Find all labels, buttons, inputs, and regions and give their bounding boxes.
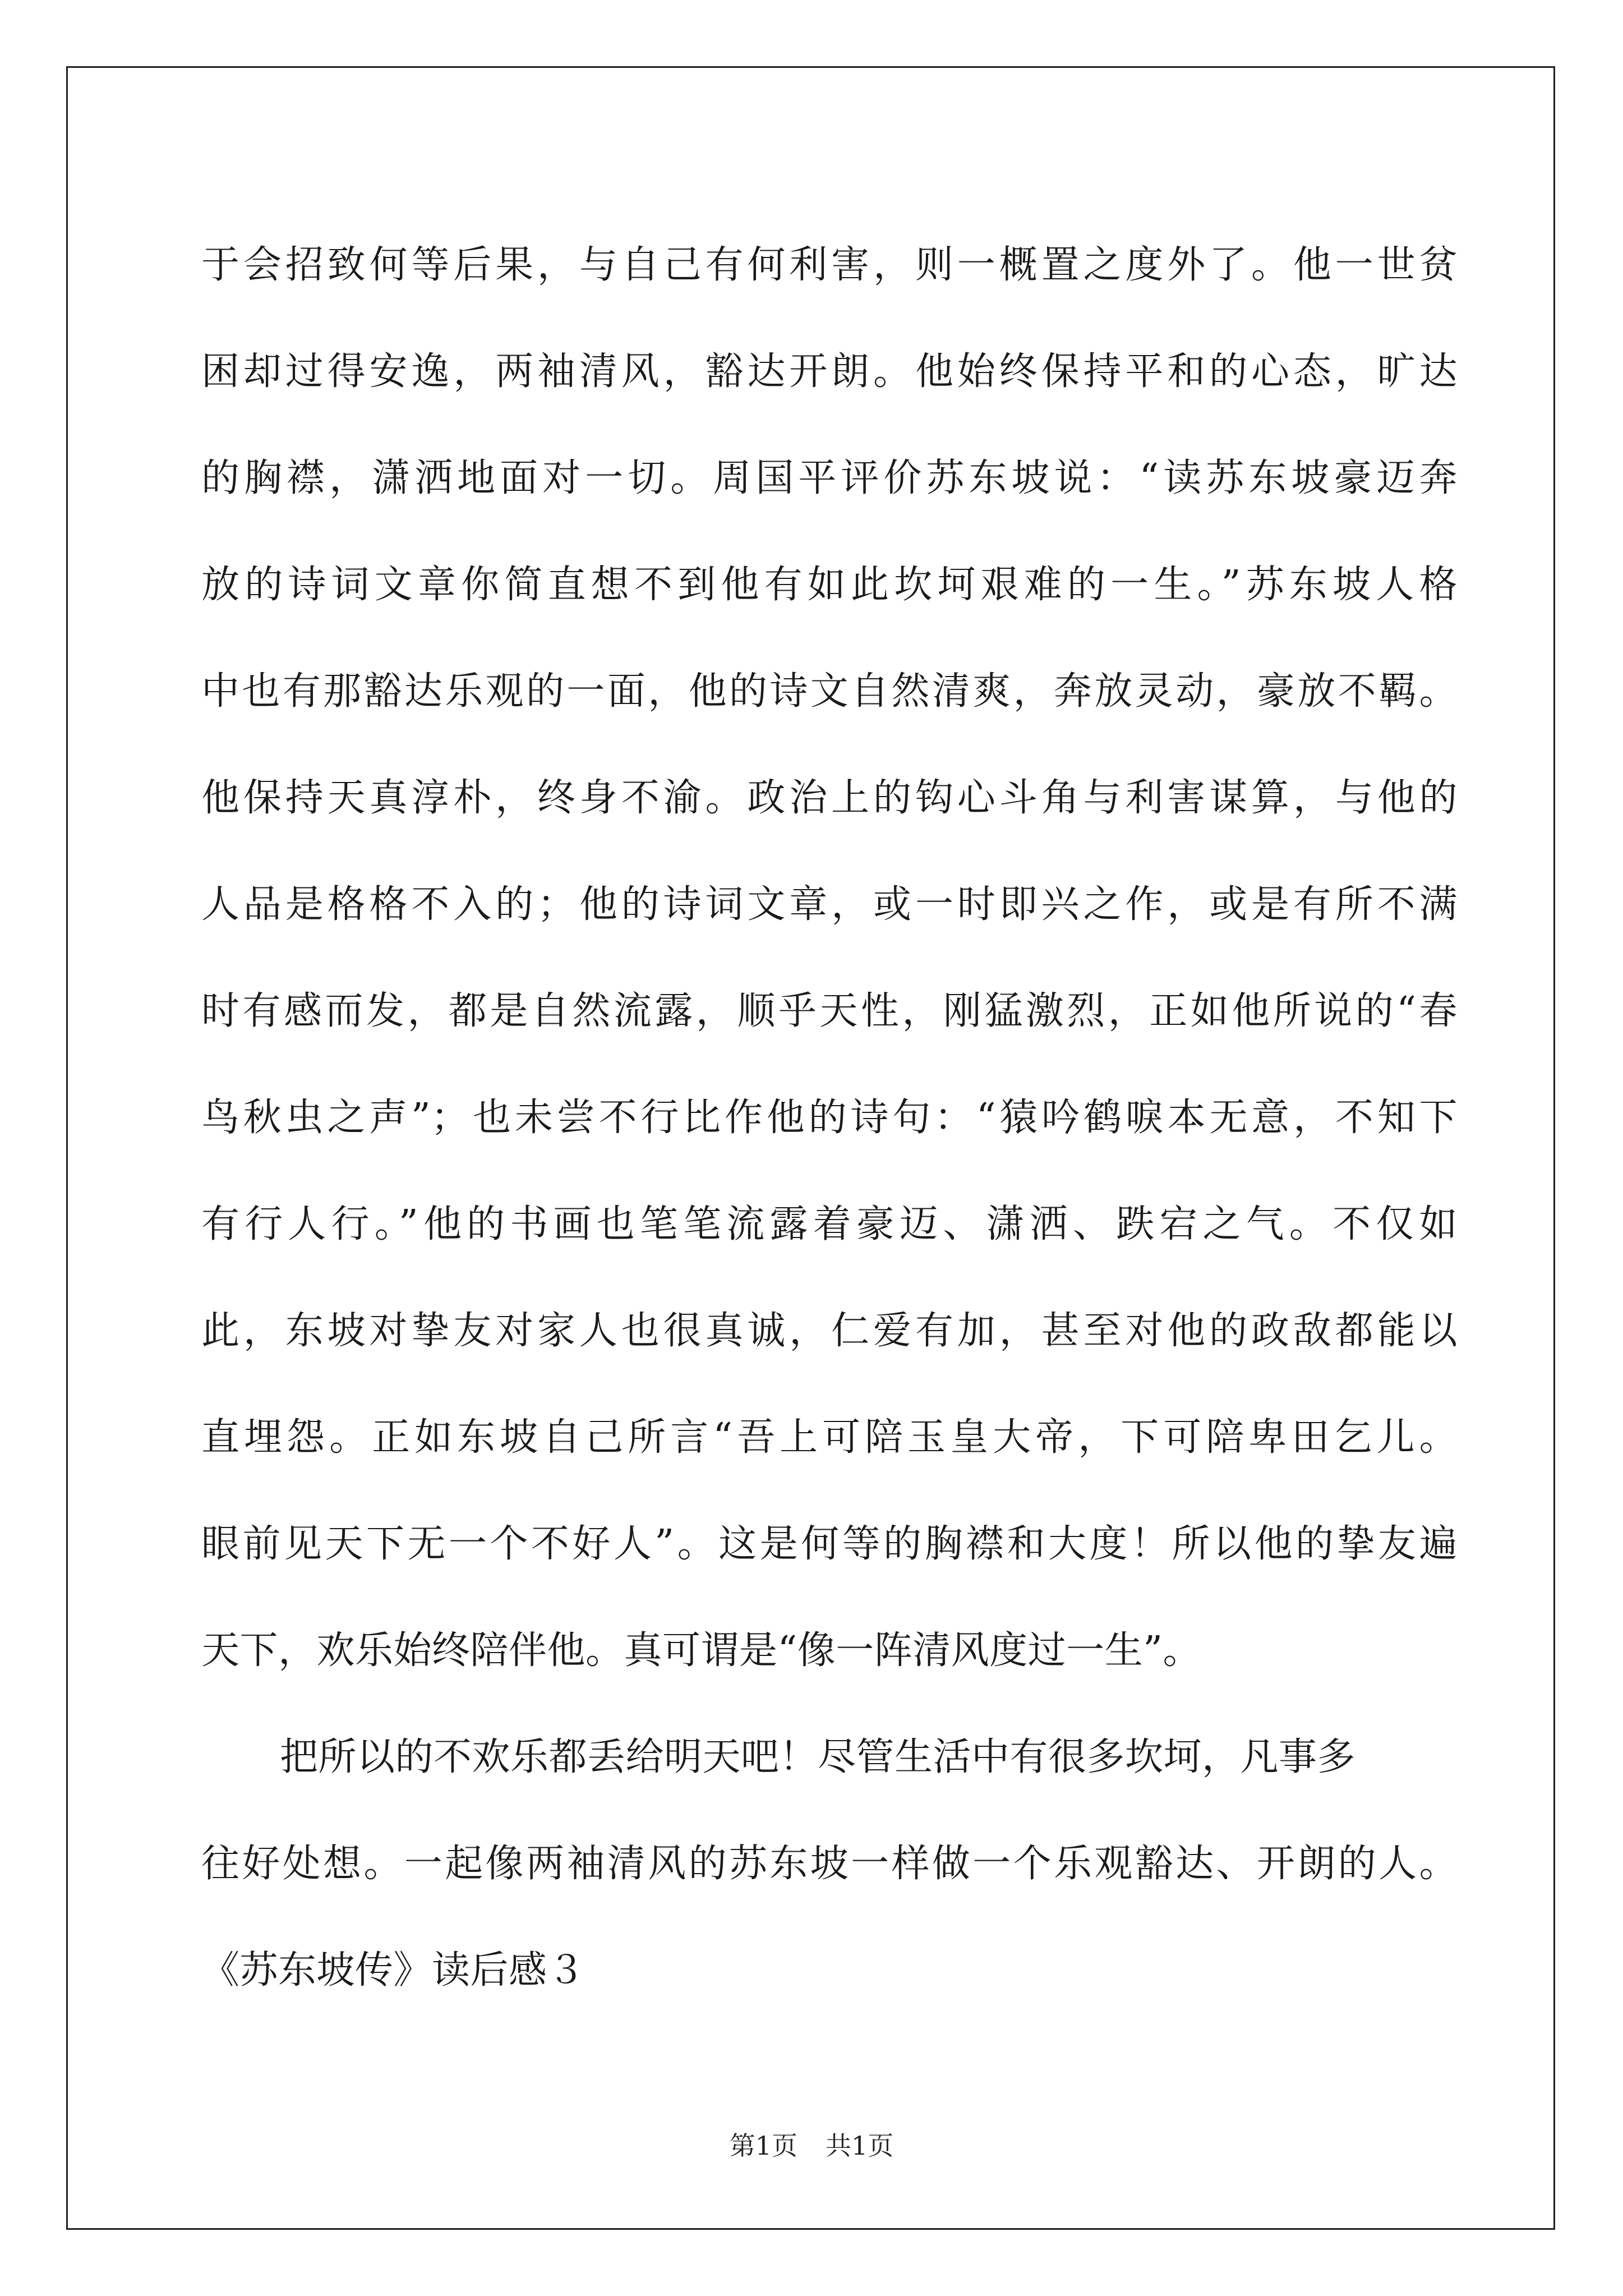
text-line: 有行人行。”他的书画也笔笔流露着豪迈、潇洒、跌宕之气。不仅如 <box>201 1202 1458 1246</box>
paragraph-first-line: 把所以的不欢乐都丢给明天吧！尽管生活中有很多坎坷，凡事多 <box>280 1735 1356 1779</box>
section-heading: 《苏东坡传》读后感３ <box>201 1948 586 1993</box>
text-line: 中也有那豁达乐观的一面，他的诗文自然清爽，奔放灵动，豪放不羁。 <box>201 669 1458 714</box>
page-total: 共1页 <box>826 2131 894 2161</box>
document-body <box>201 212 1458 2024</box>
text-line: 人品是格格不入的；他的诗词文章，或一时即兴之作，或是有所不满 <box>201 882 1458 927</box>
text-line: 放的诗词文章你简直想不到他有如此坎坷艰难的一生。”苏东坡人格 <box>201 563 1458 607</box>
text-line: 此，东坡对挚友对家人也很真诚，仁爱有加，甚至对他的政敌都能以 <box>201 1309 1458 1353</box>
page-number: 第1页 <box>729 2131 797 2161</box>
page-footer <box>0 2129 1623 2162</box>
text-line: 的胸襟，潇洒地面对一切。周国平评价苏东坡说：“读苏东坡豪迈奔 <box>201 456 1458 500</box>
text-line: 往好处想。一起像两袖清风的苏东坡一样做一个乐观豁达、开朗的人。 <box>201 1842 1458 1886</box>
text-line: 他保持天真淳朴，终身不渝。政治上的钩心斗角与利害谋算，与他的 <box>201 776 1458 820</box>
text-line: 天下，欢乐始终陪伴他。真可谓是“像一阵清风度过一生”。 <box>201 1628 1202 1673</box>
text-line: 于会招致何等后果，与自己有何利害，则一概置之度外了。他一世贫 <box>201 243 1458 287</box>
text-line: 时有感而发，都是自然流露，顺乎天性，刚猛激烈，正如他所说的“春 <box>201 989 1458 1033</box>
text-line: 困却过得安逸，两袖清风，豁达开朗。他始终保持平和的心态，旷达 <box>201 349 1458 394</box>
text-line: 直埋怨。正如东坡自己所言“吾上可陪玉皇大帝，下可陪卑田乞儿。 <box>201 1415 1458 1460</box>
text-line: 鸟秋虫之声”；也未尝不行比作他的诗句：“猿吟鹤唳本无意，不知下 <box>201 1096 1458 1140</box>
text-line: 眼前见天下无一个不好人”。这是何等的胸襟和大度！所以他的挚友遍 <box>201 1522 1458 1566</box>
